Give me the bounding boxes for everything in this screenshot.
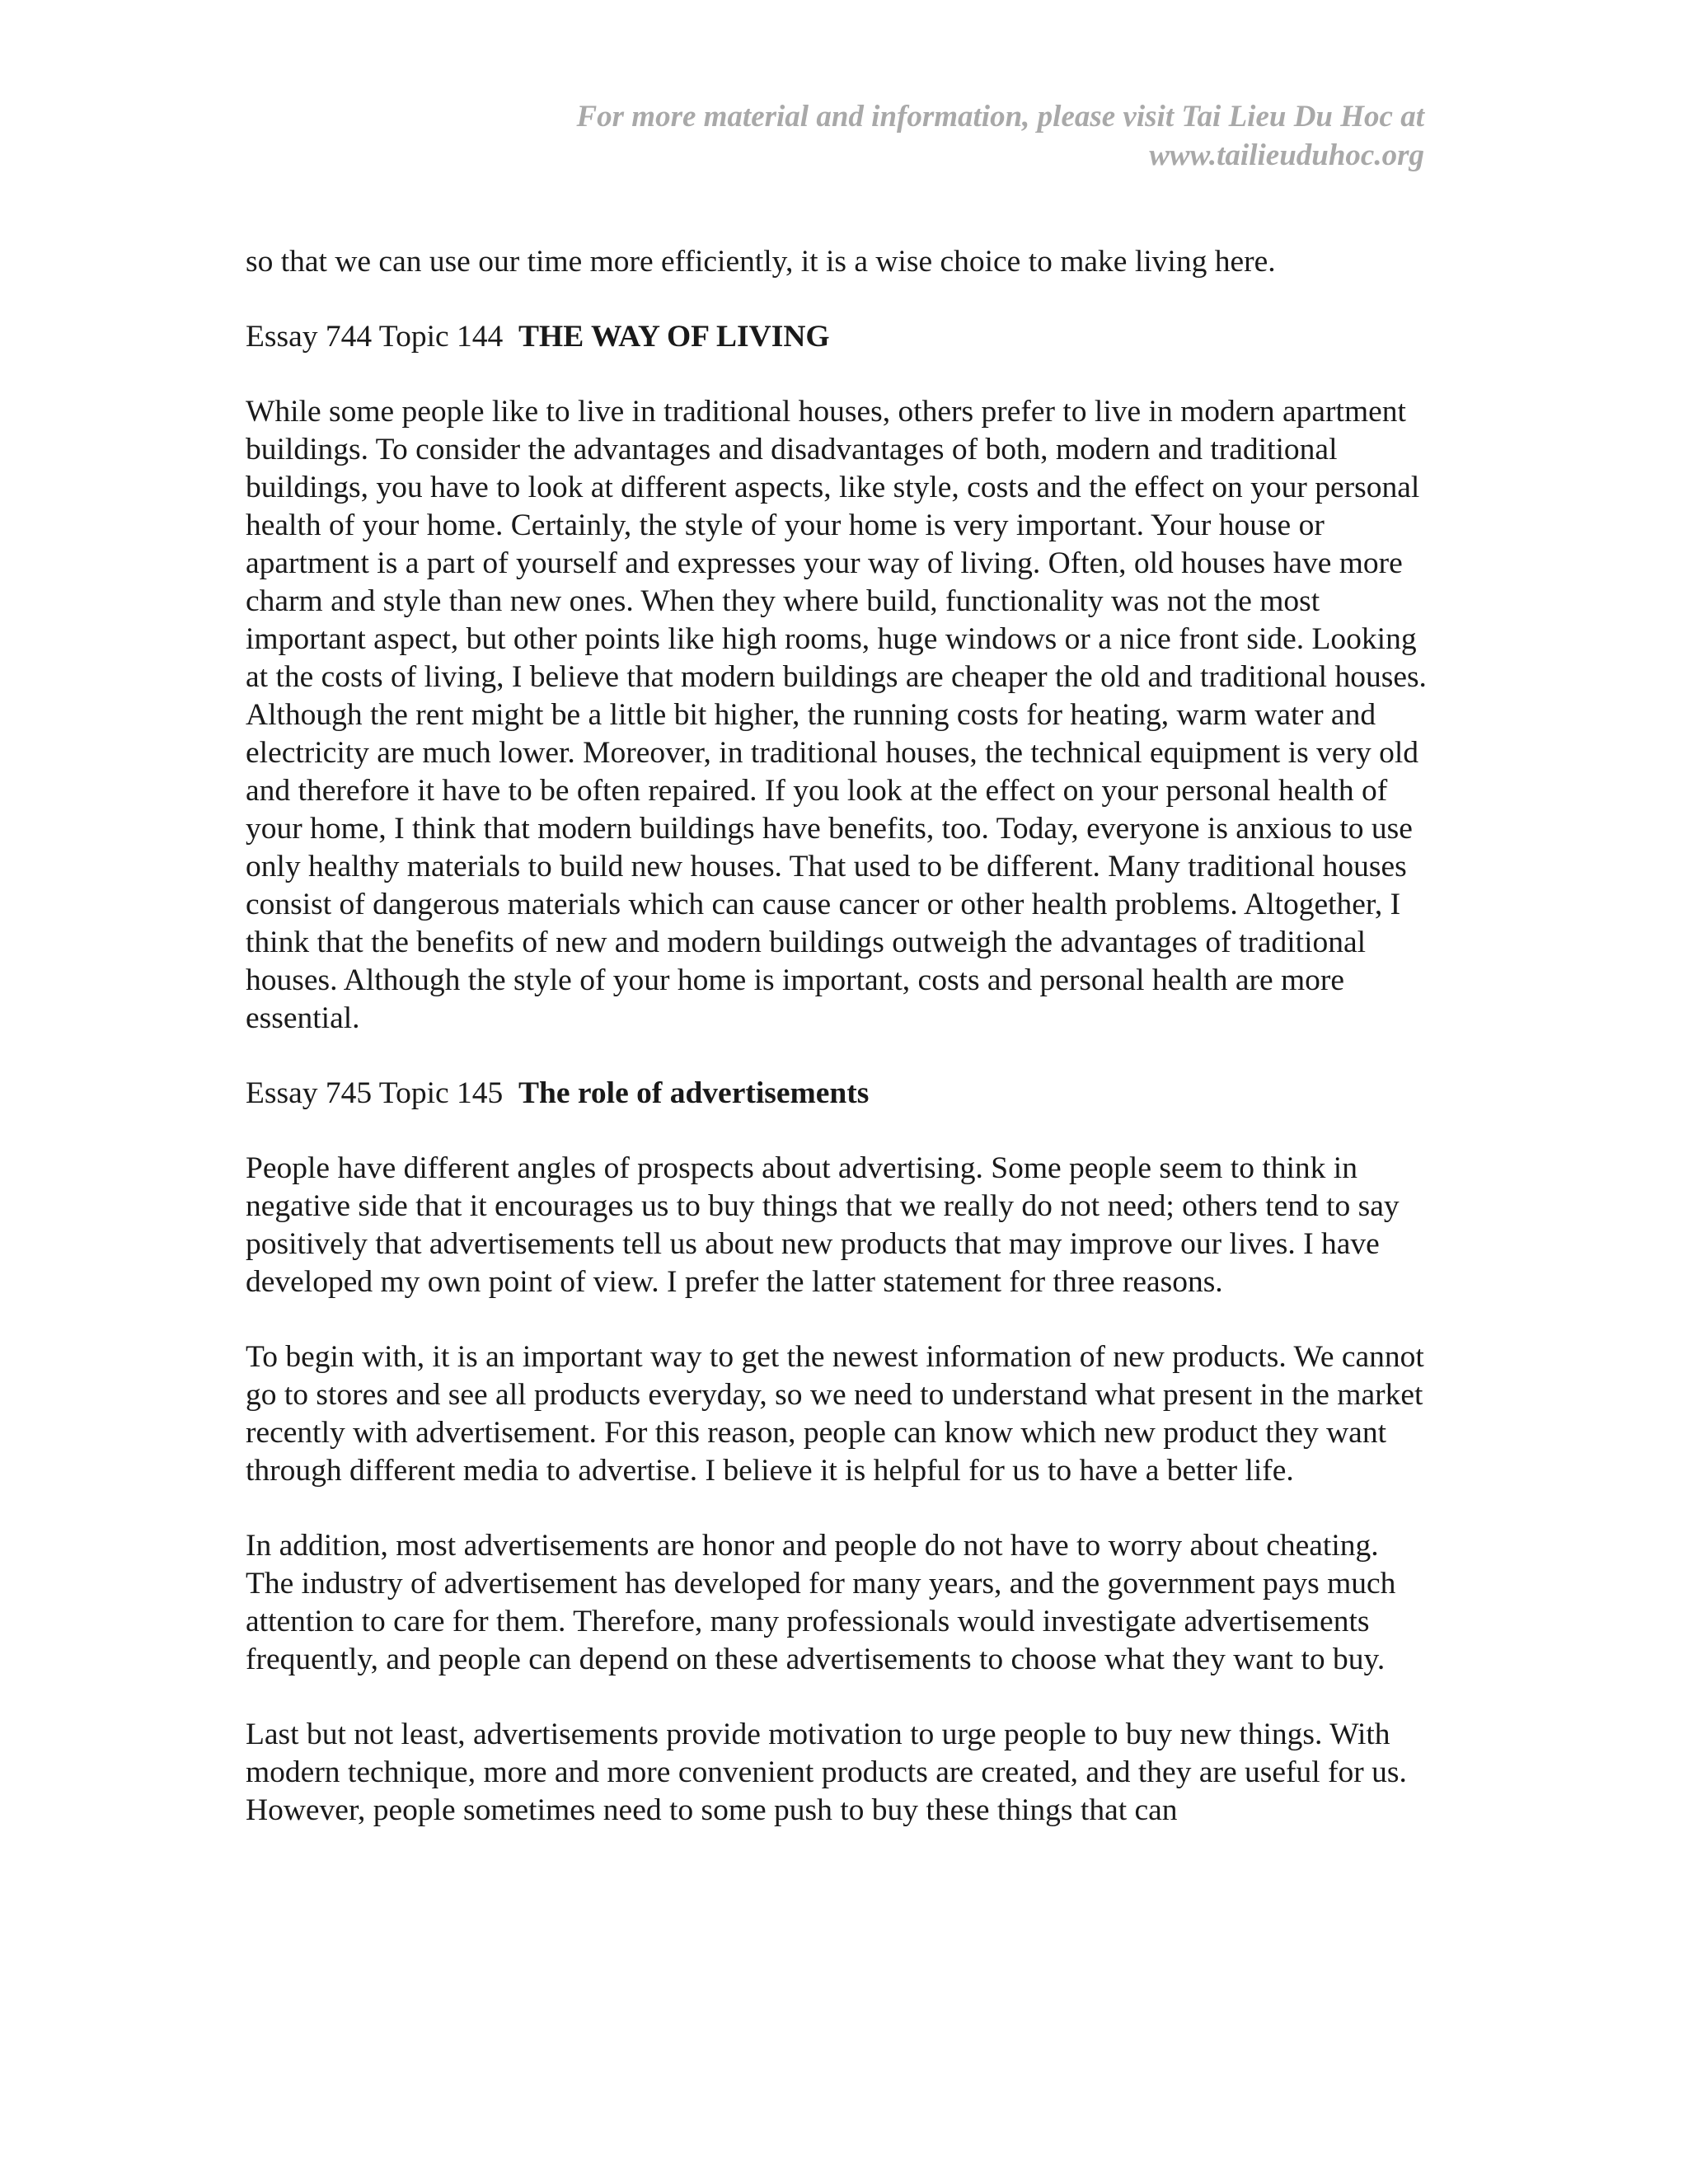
essay-745-paragraph-4: Last but not least, advertisements provide motivation to urge people to buy new things. With modern technique, more and more convenient products are created, and they are useful for us. However, people sometimes need to some push to buy these things that can [246,1718,1407,1827]
essay-745-paragraph-1: People have different angles of prospects about advertising. Some people seem to think in negative side that it encourages us to buy things that we really do not need; others tend to say positively that advertisements tell us about new products that may improve our lives. I have developed my own point of view. I prefer the latter statement for three reasons. [246,1151,1400,1299]
essay-744-title: THE WAY OF LIVING [518,320,830,354]
essay-745-paragraph-2: To begin with, it is an important way to get the newest information of new products. We cannot go to stores and see all products everyday, so we need to understand what present in the market recently with advertisement. For this reason, people can know which new product they want through different media to advertise. I believe it is helpful for us to have a better life. [246,1340,1424,1488]
essay-745-heading [246,1075,1432,1113]
essay-745-title: The role of advertisements [518,1076,870,1110]
essay-744-paragraph: While some people like to live in traditional houses, others prefer to live in modern apartment buildings. To consider the advantages and disadvantages of both, modern and traditional buildings, you have to look at different aspects, like style, costs and the effect on your personal health of your home. Certainly, the style of your home is very important. Your house or apartment is a part of yourself and expresses your way of living. Often, old houses have more charm and style than new ones. When they where build, functionality was not the most important aspect, but other points like high rooms, huge windows or a nice front side. Looking at the costs of living, I believe that modern buildings are cheaper the old and traditional houses. Although the rent might be a little bit higher, the running costs for heating, warm water and electricity are much lower. Moreover, in traditional houses, the technical equipment is very old and therefore it have to be often repaired. If you look at the effect on your personal health of your home, I think that modern buildings have benefits, too. Today, everyone is anxious to use only healthy materials to build new houses. That used to be different. Many traditional houses consist of dangerous materials which can cause cancer or other health problems. Altogether, I think that the benefits of new and modern buildings outweigh the advantages of traditional houses. Although the style of your home is important, costs and personal health are more essential. [246,395,1427,1035]
document-body [246,243,1432,1867]
essay-744-heading [246,318,1432,356]
page-header [353,97,1424,175]
intro-paragraph: so that we can use our time more efficiently, it is a wise choice to make living here. [246,245,1276,279]
essay-744-label: Essay 744 Topic 144 [246,320,504,354]
essay-745-label: Essay 745 Topic 145 [246,1076,504,1110]
header-line-2: www.tailieuduhoc.org [1149,138,1424,172]
header-line-1: For more material and information, please visit Tai Lieu Du Hoc at [576,100,1424,134]
essay-745-paragraph-3: In addition, most advertisements are honor and people do not have to worry about cheating. The industry of advertisement has developed for many years, and the government pays much attention to care for them. Therefore, many professionals would investigate advertisements frequently, and people can depend on these advertisements to choose what they want to buy. [246,1529,1396,1676]
